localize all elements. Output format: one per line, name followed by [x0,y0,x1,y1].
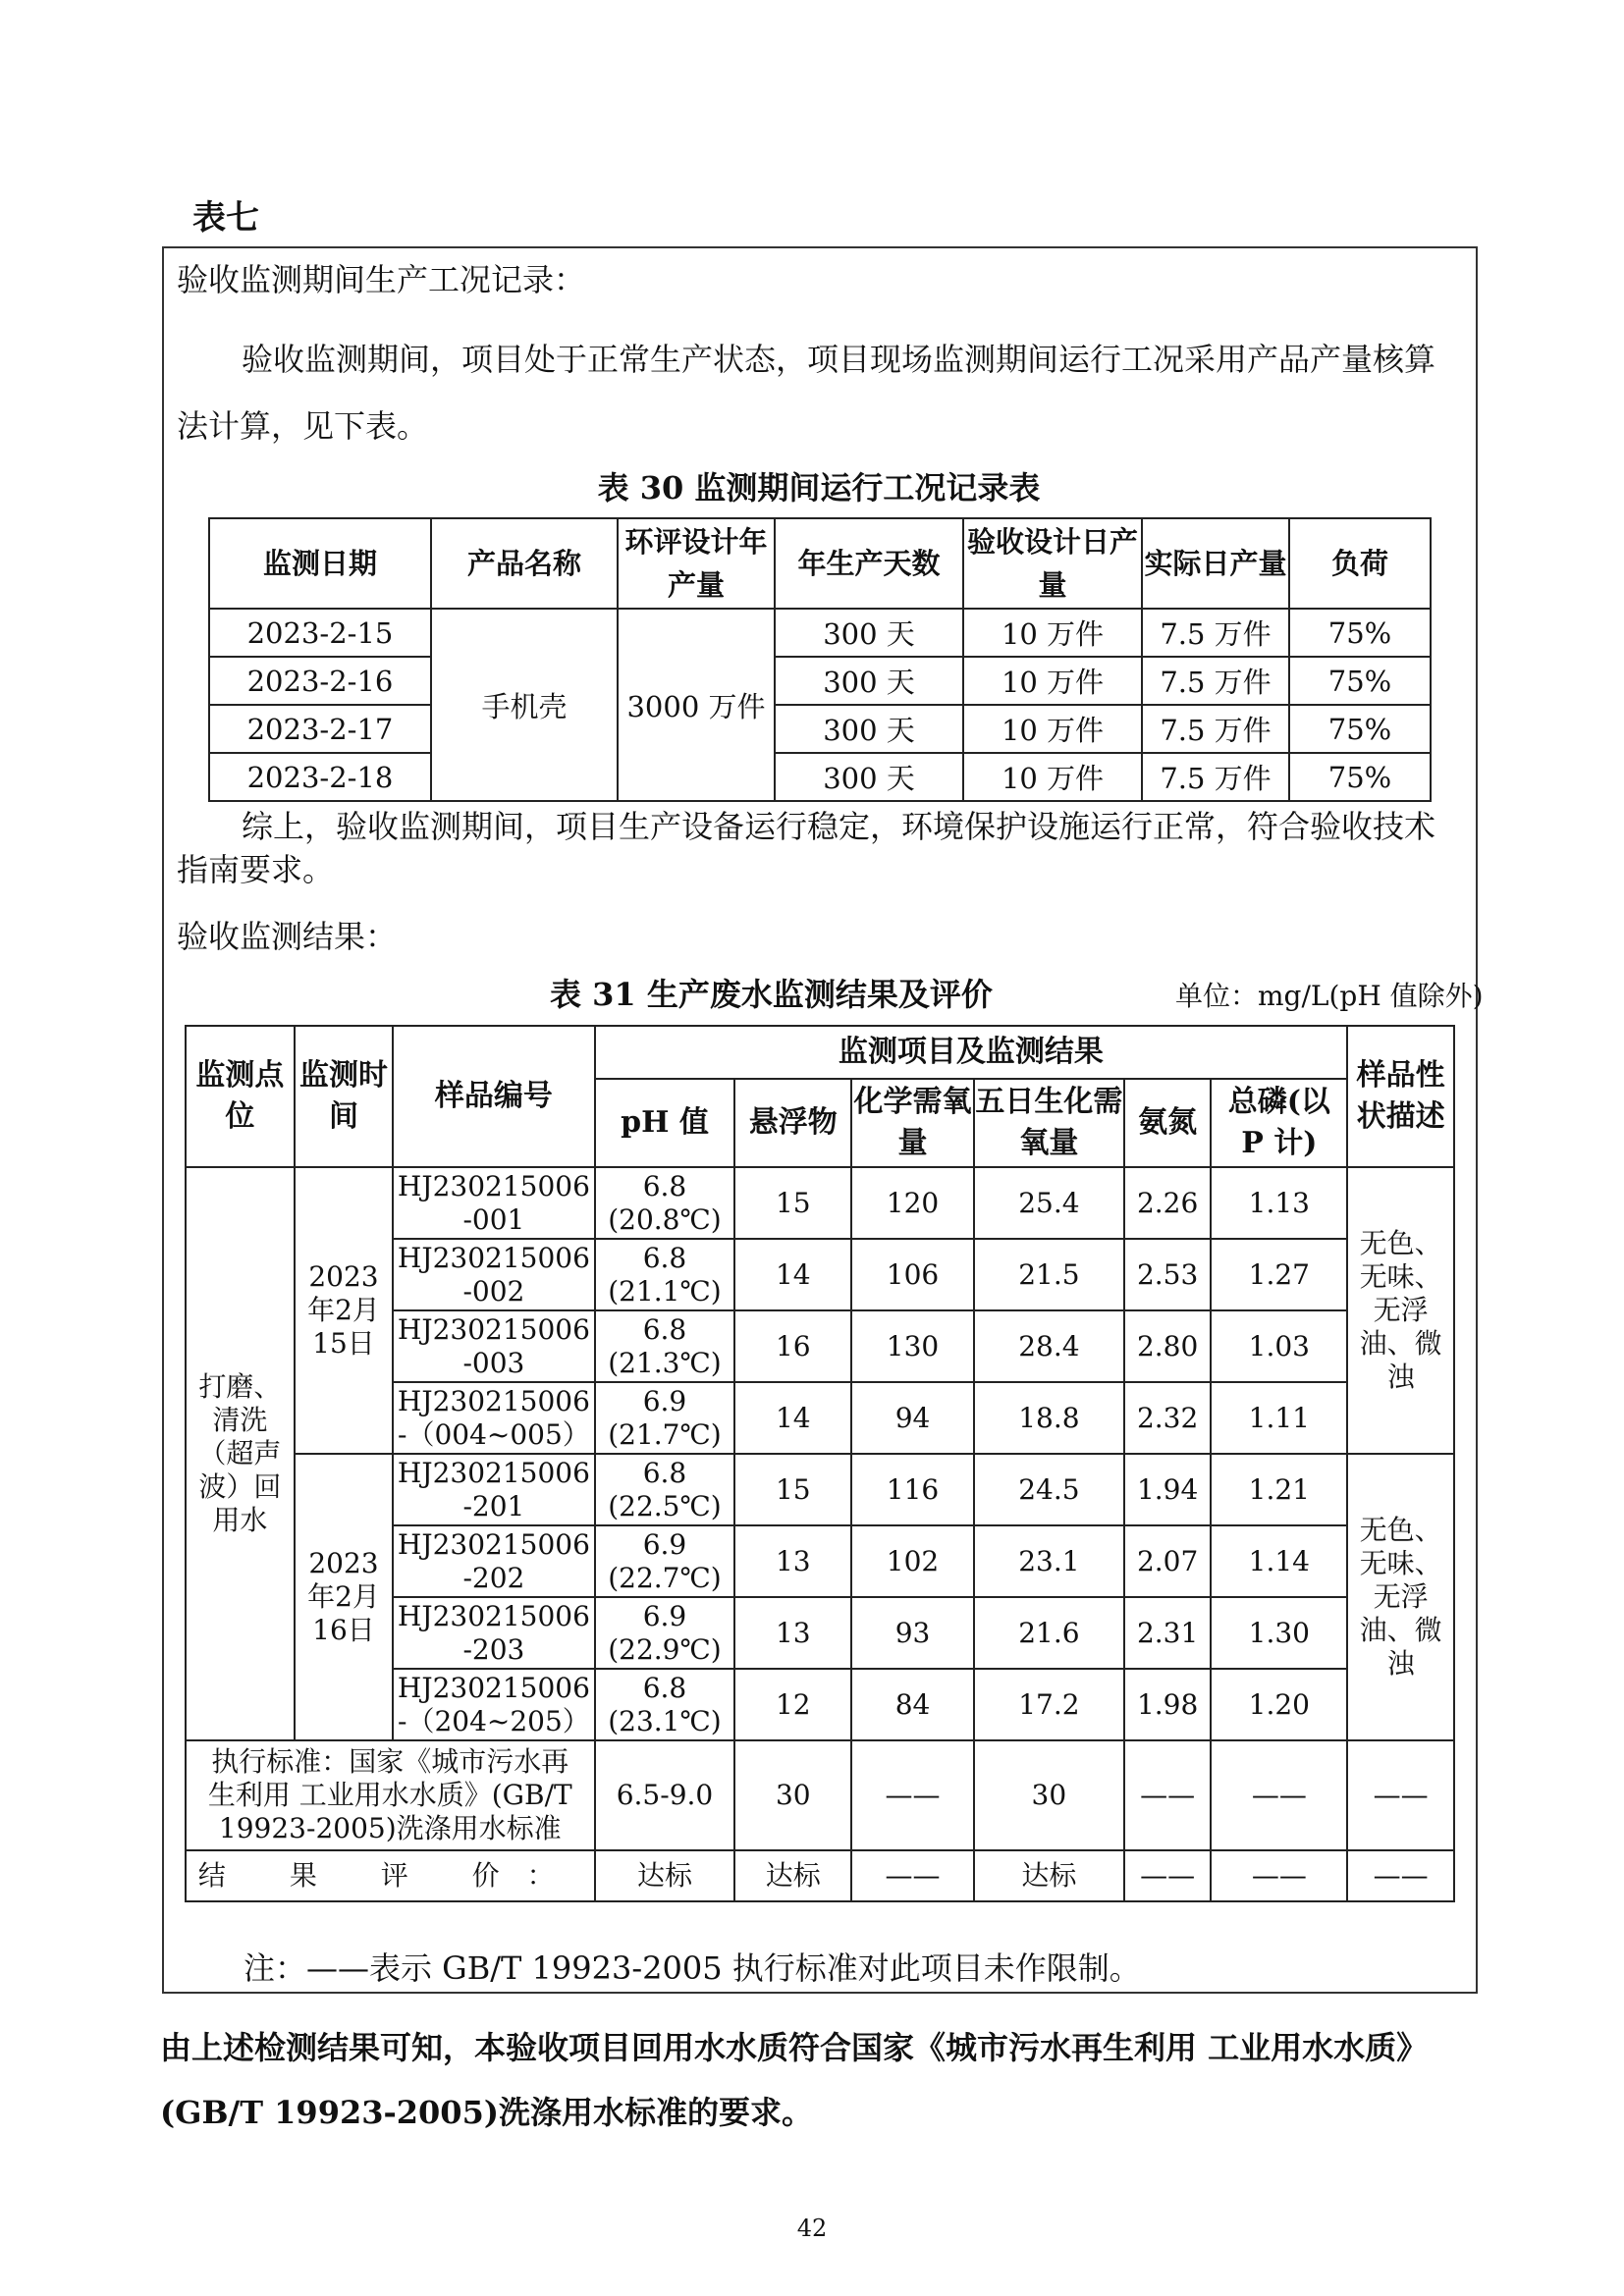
cell-sample [393,1525,594,1597]
table-row [186,1454,1454,1525]
sample-suffix: -201 [462,1489,525,1522]
intro-title: 验收监测期间生产工况记录： [177,261,586,298]
cell-bod: 28.4 [974,1310,1124,1382]
table-30-operating-conditions [208,517,1432,802]
cell-cod: 120 [851,1167,974,1239]
th-cod: 化学需氧量 [851,1079,974,1167]
cell-bod: 达标 [974,1850,1124,1901]
ph-value: 6.9 [642,1384,687,1417]
ph-value: 6.9 [642,1599,687,1632]
cell-tp: 1.13 [1211,1167,1347,1239]
cell-ph: 6.5-9.0 [595,1740,735,1850]
cell-bod: 17.2 [974,1669,1124,1740]
sample-suffix: -（004~005） [398,1417,590,1451]
standard-row [186,1740,1454,1850]
ph-value: 6.8 [642,1169,687,1202]
cell-bod: 30 [974,1740,1124,1850]
cell-ph [595,1382,735,1454]
cell-nh3: 2.53 [1124,1239,1212,1310]
cell-cod: —— [851,1740,974,1850]
th-days: 年生产天数 [775,518,963,609]
ph-value: 6.8 [642,1241,687,1274]
cell-nh3: 2.32 [1124,1382,1212,1454]
cell-bod: 23.1 [974,1525,1124,1597]
cell-design-daily: 10 万件 [963,609,1142,657]
cell-point: 打磨、清洗（超声波）回用水 [186,1167,295,1740]
cell-days: 300 天 [775,657,963,705]
ph-temp: (21.3℃) [608,1346,722,1379]
cell-cod: 84 [851,1669,974,1740]
cell-nh3: 2.31 [1124,1597,1212,1669]
cell-date: 2023-2-16 [209,657,431,705]
cell-tp: 1.14 [1211,1525,1347,1597]
cell-load: 75% [1289,657,1431,705]
ph-value: 6.8 [642,1671,687,1704]
cell-days: 300 天 [775,753,963,801]
th-design-daily: 验收设计日产量 [963,518,1142,609]
cell-nh3: —— [1124,1850,1212,1901]
cell-annual-design: 3000 万件 [618,609,775,801]
table31-unit: 单位：mg/L(pH 值除外) [1175,980,1484,1012]
ph-value: 6.8 [642,1312,687,1346]
cell-load: 75% [1289,753,1431,801]
cell-sample [393,1310,594,1382]
cell-ss: 达标 [734,1850,851,1901]
cell-cod: 94 [851,1382,974,1454]
cell-nh3: 2.80 [1124,1310,1212,1382]
summary-text: 综上，验收监测期间，项目生产设备运行稳定，环境保护设施运行正常，符合验收技术指南要求。 [177,808,1436,888]
cell-sample [393,1382,594,1454]
cell-nh3: 1.94 [1124,1454,1212,1525]
th-load: 负荷 [1289,518,1431,609]
table31-caption: 表 31 生产废水监测结果及评价 [550,976,993,1013]
th-annual-design: 环评设计年产量 [618,518,775,609]
cell-evaluation-label: 结 果 评 价： [186,1850,595,1901]
results-title: 验收监测结果： [177,918,398,955]
cell-design-daily: 10 万件 [963,705,1142,753]
conclusion-text: 由上述检测结果可知，本验收项目回用水水质符合国家《城市污水再生利用 工业用水水质》(GB/T 19923-2005)洗涤用水标准的要求。 [160,2029,1429,2131]
th-group: 监测项目及监测结果 [595,1026,1348,1079]
table-row [209,609,1431,657]
th-sample: 样品编号 [393,1026,594,1167]
cell-cod: —— [851,1850,974,1901]
cell-nh3: —— [1124,1740,1212,1850]
cell-ph [595,1669,735,1740]
th-nh3: 氨氮 [1124,1079,1212,1167]
cell-ph [595,1239,735,1310]
sample-suffix: -202 [462,1561,525,1594]
cell-sample [393,1597,594,1669]
cell-ph [595,1167,735,1239]
cell-ph [595,1525,735,1597]
ph-temp: (23.1℃) [608,1704,722,1737]
cell-bod: 21.6 [974,1597,1124,1669]
cell-ss: 13 [734,1525,851,1597]
table-31-wastewater-results [185,1025,1455,1902]
cell-design-daily: 10 万件 [963,657,1142,705]
cell-cod: 102 [851,1525,974,1597]
cell-cod: 93 [851,1597,974,1669]
cell-standard-label: 执行标准：国家《城市污水再生利用 工业用水水质》(GB/T 19923-2005)洗涤用水标准 [186,1740,595,1850]
cell-load: 75% [1289,705,1431,753]
sample-id: HJ230215006 [397,1456,590,1489]
ph-value: 6.8 [642,1456,687,1489]
cell-sample [393,1669,594,1740]
ph-temp: (21.7℃) [608,1417,722,1451]
table-row [209,753,1431,801]
table-note: 注：——表示 GB/T 19923-2005 执行标准对此项目未作限制。 [244,1949,1141,1987]
section-title: 表七 [192,198,259,238]
th-bod: 五日生化需氧量 [974,1079,1124,1167]
ph-temp: (22.7℃) [608,1561,722,1594]
cell-ph [595,1310,735,1382]
sample-id: HJ230215006 [397,1312,590,1346]
cell-load: 75% [1289,609,1431,657]
cell-cod: 116 [851,1454,974,1525]
sample-id: HJ230215006 [397,1241,590,1274]
cell-bod: 24.5 [974,1454,1124,1525]
cell-desc: —— [1347,1850,1454,1901]
cell-tp: 1.21 [1211,1454,1347,1525]
cell-ss: 16 [734,1310,851,1382]
th-desc: 样品性状描述 [1347,1026,1454,1167]
cell-tp: 1.30 [1211,1597,1347,1669]
cell-ss: 14 [734,1382,851,1454]
cell-tp: 1.20 [1211,1669,1347,1740]
cell-design-daily: 10 万件 [963,753,1142,801]
cell-days: 300 天 [775,609,963,657]
sample-suffix: -203 [462,1632,525,1666]
ph-value: 6.9 [642,1527,687,1561]
cell-date: 2023-2-17 [209,705,431,753]
cell-sample [393,1454,594,1525]
cell-bod: 25.4 [974,1167,1124,1239]
ph-temp: (22.9℃) [608,1632,722,1666]
cell-desc: —— [1347,1740,1454,1850]
cell-days: 300 天 [775,705,963,753]
cell-ph [595,1597,735,1669]
sample-suffix: -（204~205） [398,1704,590,1737]
sample-id: HJ230215006 [397,1169,590,1202]
sample-id: HJ230215006 [397,1671,590,1704]
cell-date: 2023-2-15 [209,609,431,657]
cell-cod: 130 [851,1310,974,1382]
sample-id: HJ230215006 [397,1599,590,1632]
table30-caption: 表 30 监测期间运行工况记录表 [597,469,1041,507]
sample-suffix: -001 [462,1202,525,1236]
cell-tp: 1.03 [1211,1310,1347,1382]
cell-actual-daily: 7.5 万件 [1142,753,1289,801]
cell-actual-daily: 7.5 万件 [1142,609,1289,657]
cell-ss: 30 [734,1740,851,1850]
cell-nh3: 2.26 [1124,1167,1212,1239]
cell-desc: 无色、无味、无浮油、微浊 [1347,1167,1454,1454]
cell-actual-daily: 7.5 万件 [1142,705,1289,753]
cell-time: 2023年2月16日 [295,1454,394,1740]
cell-desc: 无色、无味、无浮油、微浊 [1347,1454,1454,1740]
ph-temp: (21.1℃) [608,1274,722,1308]
cell-ss: 13 [734,1597,851,1669]
cell-nh3: 1.98 [1124,1669,1212,1740]
table-row [209,657,1431,705]
th-product: 产品名称 [431,518,618,609]
intro-text: 验收监测期间，项目处于正常生产状态，项目现场监测期间运行工况采用产品产量核算法计算，见下表。 [177,341,1436,445]
cell-tp: —— [1211,1740,1347,1850]
th-ph: pH 值 [595,1079,735,1167]
th-ss: 悬浮物 [734,1079,851,1167]
cell-ph: 达标 [595,1850,735,1901]
cell-date: 2023-2-18 [209,753,431,801]
cell-tp: —— [1211,1850,1347,1901]
th-date: 监测日期 [209,518,431,609]
cell-product: 手机壳 [431,609,618,801]
cell-bod: 18.8 [974,1382,1124,1454]
table-row [209,705,1431,753]
cell-sample [393,1167,594,1239]
sample-suffix: -002 [462,1274,525,1308]
page-number: 42 [796,2215,828,2242]
cell-tp: 1.27 [1211,1239,1347,1310]
ph-temp: (22.5℃) [608,1489,722,1522]
th-point: 监测点位 [186,1026,295,1167]
cell-nh3: 2.07 [1124,1525,1212,1597]
sample-id: HJ230215006 [397,1527,590,1561]
sample-suffix: -003 [462,1346,525,1379]
th-actual-daily: 实际日产量 [1142,518,1289,609]
table-row [186,1167,1454,1239]
cell-ss: 12 [734,1669,851,1740]
evaluation-row [186,1850,1454,1901]
cell-time: 2023年2月15日 [295,1167,394,1454]
cell-tp: 1.11 [1211,1382,1347,1454]
ph-temp: (20.8℃) [608,1202,722,1236]
cell-ss: 15 [734,1454,851,1525]
cell-bod: 21.5 [974,1239,1124,1310]
cell-cod: 106 [851,1239,974,1310]
cell-ss: 14 [734,1239,851,1310]
th-time: 监测时间 [295,1026,394,1167]
th-tp: 总磷(以 P 计) [1211,1079,1347,1167]
cell-sample [393,1239,594,1310]
cell-actual-daily: 7.5 万件 [1142,657,1289,705]
cell-ss: 15 [734,1167,851,1239]
sample-id: HJ230215006 [397,1384,590,1417]
cell-ph [595,1454,735,1525]
